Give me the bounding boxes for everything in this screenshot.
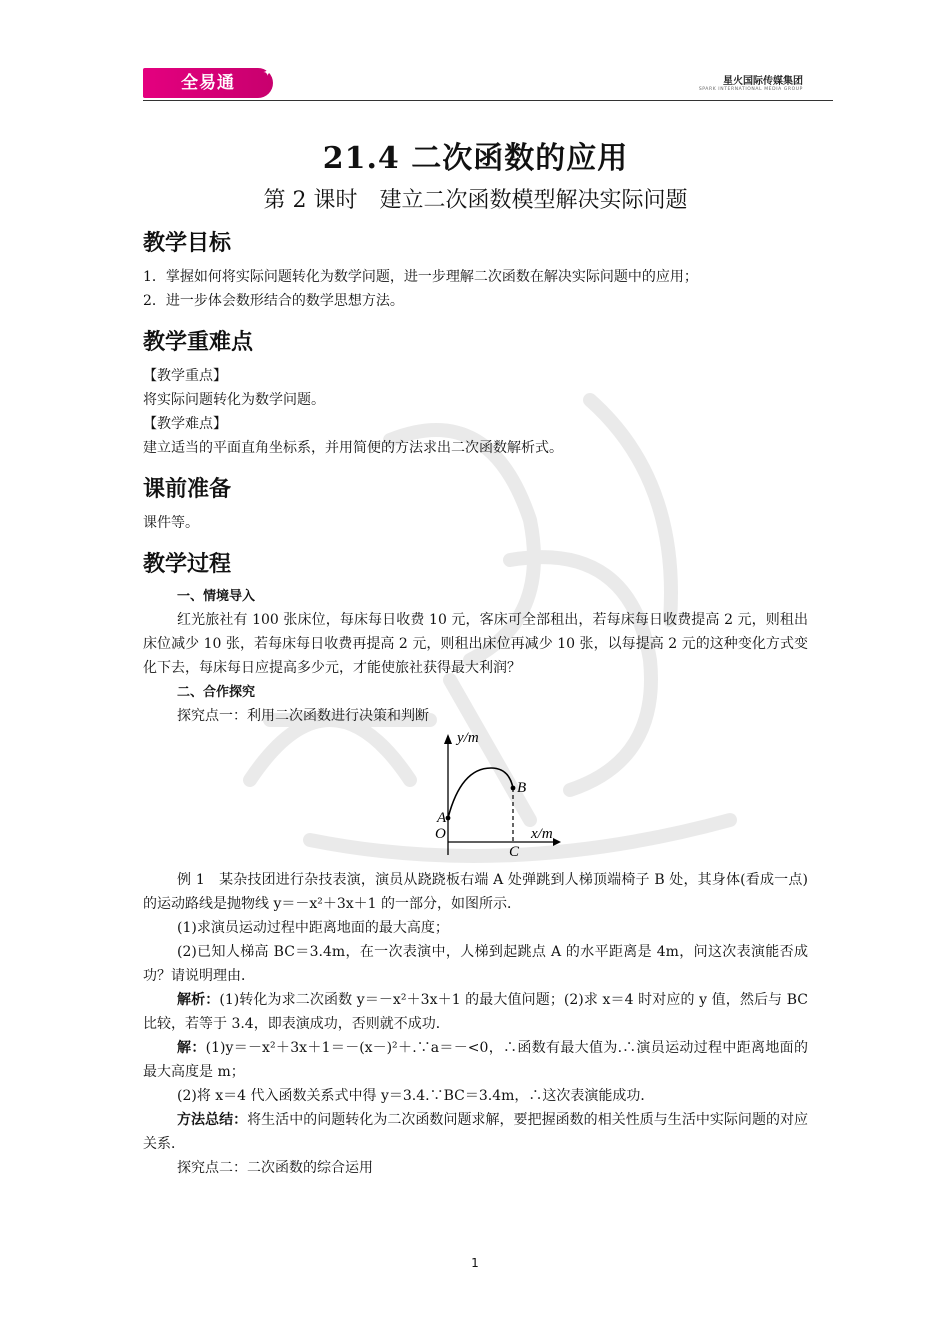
logo-text: 全易通 — [181, 73, 235, 93]
publisher-name-en: SPARK INTERNATIONAL MEDIA GROUP — [698, 87, 803, 92]
part1-heading: 一、情境导入 — [177, 589, 256, 604]
difficulty-text: 建立适当的平面直角坐标系，并用简便的方法求出二次函数解析式。 — [143, 440, 563, 456]
section-heading-goals: 教学目标 — [143, 231, 232, 256]
focus-text: 将实际问题转化为数学问题。 — [143, 392, 325, 408]
y-axis-label: y/m — [457, 730, 479, 746]
point-a-dot — [446, 816, 451, 821]
header-divider — [143, 100, 833, 101]
parabola-curve — [448, 768, 513, 818]
method-summary — [143, 1108, 808, 1156]
focus-label: 【教学重点】 — [143, 368, 227, 384]
page-subtitle: 第 2 课时 建立二次函数模型解决实际问题 — [263, 188, 688, 213]
brand-logo — [143, 68, 273, 98]
part1-text: 红光旅社有 100 张床位，每床每日收费 10 元，客床可全部租出，若每床每日收费提高 2 元，则租出床位减少 10 张，若每床每日收费再提高 2 元，则租出床位再减少 10 张，以每提高 2 元的这种变化方式变化下去，每床每日应提高多少元，才能使旅社获得最大利润？ — [143, 612, 808, 676]
parabola-graph — [413, 730, 563, 860]
solution-text-2: (2)将 x＝4 代入函数关系式中得 y＝3.4.∵BC＝3.4m，∴这次表演能成功． — [177, 1088, 655, 1104]
part2-heading: 二、合作探究 — [177, 685, 256, 700]
difficulty-label: 【教学难点】 — [143, 416, 227, 432]
page-number: 1 — [471, 1256, 479, 1270]
point-b-label: B — [517, 780, 527, 796]
page-header — [143, 66, 833, 102]
explore2-heading: 探究点二：二次函数的综合运用 — [177, 1160, 373, 1176]
y-axis-arrow-icon — [444, 734, 452, 744]
method-label: 方法总结： — [177, 1112, 248, 1128]
analysis-label: 解析： — [177, 992, 220, 1008]
origin-label: O — [435, 826, 446, 842]
explore1-heading: 探究点一：利用二次函数进行决策和判断 — [177, 708, 429, 724]
document-body — [143, 125, 808, 1180]
point-b-dot — [511, 786, 516, 791]
method-text: 将生活中的问题转化为二次函数问题求解，要把握函数的相关性质与生活中实际问题的对应关系． — [143, 1112, 809, 1152]
publisher-brand — [699, 72, 803, 92]
star-icon: ✦ — [263, 66, 273, 79]
point-a-label: A — [437, 810, 447, 826]
goal-item-2: 2．进一步体会数形结合的数学思想方法。 — [143, 293, 404, 309]
question-2: (2)已知人梯高 BC＝3.4m，在一次表演中，人梯到起跳点 A 的水平距离是 4m，问这次表演能否成功？请说明理由． — [143, 944, 808, 984]
x-axis-arrow-icon — [553, 838, 561, 846]
goal-item-1: 1．掌握如何将实际问题转化为数学问题，进一步理解二次函数在解决实际问题中的应用； — [143, 269, 698, 285]
section-heading-prep: 课前准备 — [143, 477, 232, 502]
section-heading-key-points: 教学重难点 — [143, 330, 254, 355]
point-c-label: C — [509, 844, 520, 860]
question-1: (1)求演员运动过程中距离地面的最大高度； — [177, 920, 449, 936]
prep-text: 课件等。 — [143, 515, 199, 531]
page-title: 21.4 二次函数的应用 — [322, 141, 629, 176]
solution-1 — [143, 1036, 808, 1084]
publisher-name: 星火国际传媒集团 — [723, 76, 803, 87]
analysis — [143, 988, 808, 1036]
parabola-figure — [143, 730, 808, 860]
solution-text-1: (1)y＝－x²＋3x＋1＝－(x－)²＋.∵a＝－<0，∴函数有最大值为.∴演员运动过程中距离地面的最大高度是 m； — [143, 1040, 808, 1080]
solution-label: 解： — [177, 1040, 206, 1056]
example1-text: 例 1 某杂技团进行杂技表演，演员从跷跷板右端 A 处弹跳到人梯顶端椅子 B 处，其身体(看成一点)的运动路线是抛物线 y＝－x²＋3x＋1 的一部分，如图所示． — [143, 872, 808, 912]
section-heading-process: 教学过程 — [143, 552, 232, 577]
x-axis-label: x/m — [531, 826, 553, 842]
analysis-text: (1)转化为求二次函数 y＝－x²＋3x＋1 的最大值问题；(2)求 x＝4 时对应的 y 值，然后与 BC 比较，若等于 3.4，即表演成功，否则就不成功． — [143, 992, 809, 1032]
